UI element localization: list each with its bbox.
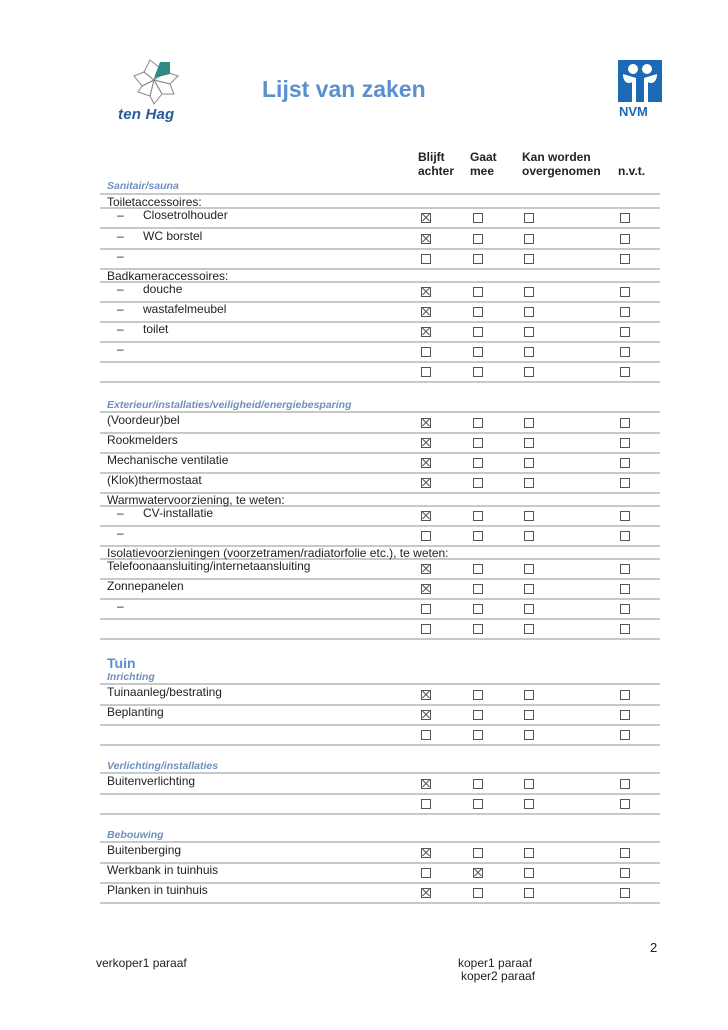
checkbox-kan-worden-overgenomen[interactable] xyxy=(524,478,534,488)
checkbox-nvt[interactable] xyxy=(620,234,630,244)
row-label xyxy=(117,526,143,540)
checkbox-kan-worden-overgenomen[interactable] xyxy=(524,604,534,614)
row-label xyxy=(117,208,228,222)
table-row xyxy=(100,321,660,343)
dash-bullet: – xyxy=(117,526,124,540)
table-row xyxy=(100,472,660,494)
table-row xyxy=(100,558,660,580)
checkbox-gaat-mee[interactable] xyxy=(473,418,483,428)
row-label: Isolatievoorzieningen (voorzetramen/radiatorfolie etc.), te weten: xyxy=(107,546,449,560)
table-row xyxy=(100,525,660,547)
table-row xyxy=(100,684,660,706)
row-label: Buitenverlichting xyxy=(107,774,196,788)
checkbox-nvt[interactable] xyxy=(620,624,630,634)
row-label xyxy=(117,322,168,336)
checkbox-kan-worden-overgenomen[interactable] xyxy=(524,287,534,297)
checkbox-nvt[interactable] xyxy=(620,584,630,594)
row-label xyxy=(117,302,226,316)
checkbox-kan-worden-overgenomen[interactable] xyxy=(524,624,534,634)
column-header-gaat-mee xyxy=(470,150,497,178)
checkbox-gaat-mee[interactable] xyxy=(473,511,483,521)
checkbox-nvt[interactable] xyxy=(620,604,630,614)
checkbox-blijft-achter[interactable] xyxy=(421,478,431,488)
checkbox-kan-worden-overgenomen[interactable] xyxy=(524,888,534,898)
row-label xyxy=(117,599,143,613)
checkbox-blijft-achter[interactable] xyxy=(421,584,431,594)
checkbox-gaat-mee[interactable] xyxy=(473,287,483,297)
checkbox-nvt[interactable] xyxy=(620,848,630,858)
checkbox-gaat-mee[interactable] xyxy=(473,848,483,858)
dash-bullet: – xyxy=(117,342,124,356)
checkbox-blijft-achter[interactable] xyxy=(421,604,431,614)
checkbox-gaat-mee[interactable] xyxy=(473,307,483,317)
column-header-kan-worden-overgenomen xyxy=(522,150,601,178)
checkbox-blijft-achter[interactable] xyxy=(421,868,431,878)
checkbox-kan-worden-overgenomen[interactable] xyxy=(524,531,534,541)
checkbox-gaat-mee[interactable] xyxy=(473,868,483,878)
checkbox-gaat-mee[interactable] xyxy=(473,234,483,244)
ten-hag-brand-text: ten Hag xyxy=(118,106,175,123)
dash-bullet: – xyxy=(117,599,124,613)
checkbox-kan-worden-overgenomen[interactable] xyxy=(524,438,534,448)
checkbox-kan-worden-overgenomen[interactable] xyxy=(524,710,534,720)
checkbox-nvt[interactable] xyxy=(620,799,630,809)
checkbox-nvt[interactable] xyxy=(620,438,630,448)
checkbox-blijft-achter[interactable] xyxy=(421,327,431,337)
nvm-emblem-icon xyxy=(618,60,662,102)
row-label: Tuinaanleg/bestrating xyxy=(107,685,222,699)
table-row xyxy=(100,578,660,600)
row-label: Planken in tuinhuis xyxy=(107,883,208,897)
table-row xyxy=(100,361,660,383)
checkbox-kan-worden-overgenomen[interactable] xyxy=(524,327,534,337)
table-row xyxy=(100,793,660,815)
checkbox-blijft-achter[interactable] xyxy=(421,347,431,357)
checkbox-gaat-mee[interactable] xyxy=(473,531,483,541)
checkbox-blijft-achter[interactable] xyxy=(421,848,431,858)
checkbox-blijft-achter[interactable] xyxy=(421,438,431,448)
checkbox-kan-worden-overgenomen[interactable] xyxy=(524,779,534,789)
section-heading-sanitair: Sanitair/sauna xyxy=(107,180,179,192)
checkbox-kan-worden-overgenomen[interactable] xyxy=(524,307,534,317)
checkbox-blijft-achter[interactable] xyxy=(421,799,431,809)
checkbox-gaat-mee[interactable] xyxy=(473,624,483,634)
checkbox-nvt[interactable] xyxy=(620,531,630,541)
column-header-line: overgenomen xyxy=(522,164,601,178)
checkbox-blijft-achter[interactable] xyxy=(421,690,431,700)
checkbox-blijft-achter[interactable] xyxy=(421,287,431,297)
row-label xyxy=(117,282,182,296)
row-label xyxy=(117,506,213,520)
checkbox-blijft-achter[interactable] xyxy=(421,234,431,244)
row-label: Beplanting xyxy=(107,705,164,719)
checkbox-blijft-achter[interactable] xyxy=(421,779,431,789)
section-heading-tuin: Tuin xyxy=(107,655,136,671)
dash-bullet: – xyxy=(117,282,124,296)
checkbox-blijft-achter[interactable] xyxy=(421,710,431,720)
table-row xyxy=(100,704,660,726)
ten-hag-logo xyxy=(118,58,190,126)
checkbox-gaat-mee[interactable] xyxy=(473,347,483,357)
checkbox-blijft-achter[interactable] xyxy=(421,458,431,468)
checkbox-gaat-mee[interactable] xyxy=(473,478,483,488)
checkbox-blijft-achter[interactable] xyxy=(421,624,431,634)
row-label: Buitenberging xyxy=(107,843,182,857)
dash-bullet: – xyxy=(117,229,124,243)
row-label-text: toilet xyxy=(143,322,169,336)
checkbox-kan-worden-overgenomen[interactable] xyxy=(524,799,534,809)
checkbox-blijft-achter[interactable] xyxy=(421,367,431,377)
checkbox-nvt[interactable] xyxy=(620,779,630,789)
checkbox-gaat-mee[interactable] xyxy=(473,710,483,720)
table-row xyxy=(100,228,660,250)
column-header-line: Gaat xyxy=(470,150,497,164)
table-row xyxy=(100,248,660,270)
checkbox-blijft-achter[interactable] xyxy=(421,307,431,317)
checkbox-blijft-achter[interactable] xyxy=(421,730,431,740)
column-header-line: mee xyxy=(470,164,495,178)
row-label: Mechanische ventilatie xyxy=(107,453,229,467)
buyer1-initials-label: koper1 paraaf xyxy=(458,956,533,970)
checkbox-nvt[interactable] xyxy=(620,327,630,337)
table-row xyxy=(100,301,660,323)
checkbox-gaat-mee[interactable] xyxy=(473,438,483,448)
table-row xyxy=(100,773,660,795)
checkbox-kan-worden-overgenomen[interactable] xyxy=(524,213,534,223)
dash-bullet: – xyxy=(117,506,124,520)
checkbox-gaat-mee[interactable] xyxy=(473,327,483,337)
checkbox-blijft-achter[interactable] xyxy=(421,531,431,541)
row-label-text: CV-installatie xyxy=(143,506,214,520)
table-row xyxy=(100,724,660,746)
row-label xyxy=(117,229,202,243)
table-row xyxy=(100,618,660,640)
row-label: Rookmelders xyxy=(107,433,178,447)
checkbox-gaat-mee[interactable] xyxy=(473,458,483,468)
checkbox-kan-worden-overgenomen[interactable] xyxy=(524,234,534,244)
seller-initials-label: verkoper1 paraaf xyxy=(96,956,187,970)
checkbox-blijft-achter[interactable] xyxy=(421,564,431,574)
table-row xyxy=(100,207,660,229)
row-label-text: Closetrolhouder xyxy=(143,208,228,222)
checkbox-blijft-achter[interactable] xyxy=(421,213,431,223)
checkbox-gaat-mee[interactable] xyxy=(473,213,483,223)
pinwheel-logo-icon xyxy=(130,58,182,106)
row-label: Warmwatervoorziening, te weten: xyxy=(107,493,285,507)
checkbox-kan-worden-overgenomen[interactable] xyxy=(524,367,534,377)
table-row xyxy=(100,341,660,363)
column-header-nvt: n.v.t. xyxy=(618,164,646,178)
row-label xyxy=(117,249,143,263)
table-row xyxy=(100,842,660,864)
checkbox-kan-worden-overgenomen[interactable] xyxy=(524,730,534,740)
checkbox-gaat-mee[interactable] xyxy=(473,690,483,700)
checkbox-gaat-mee[interactable] xyxy=(473,730,483,740)
row-label: (Voordeur)bel xyxy=(107,413,180,427)
row-label xyxy=(117,342,143,356)
table-row xyxy=(100,882,660,904)
checkbox-nvt[interactable] xyxy=(620,367,630,377)
column-header-line: Kan worden xyxy=(522,150,591,164)
checkbox-nvt[interactable] xyxy=(620,730,630,740)
checkbox-kan-worden-overgenomen[interactable] xyxy=(524,868,534,878)
checkbox-gaat-mee[interactable] xyxy=(473,888,483,898)
section-heading-bebouwing: Bebouwing xyxy=(107,829,164,841)
checkbox-nvt[interactable] xyxy=(620,478,630,488)
checkbox-nvt[interactable] xyxy=(620,418,630,428)
checkbox-gaat-mee[interactable] xyxy=(473,564,483,574)
checkbox-nvt[interactable] xyxy=(620,710,630,720)
checkbox-gaat-mee[interactable] xyxy=(473,584,483,594)
checkbox-nvt[interactable] xyxy=(620,254,630,264)
checkbox-kan-worden-overgenomen[interactable] xyxy=(524,584,534,594)
dash-bullet: – xyxy=(117,322,124,336)
row-label: Telefoonaansluiting/internetaansluiting xyxy=(107,559,311,573)
checkbox-nvt[interactable] xyxy=(620,213,630,223)
checkbox-nvt[interactable] xyxy=(620,347,630,357)
table-row xyxy=(100,452,660,474)
section-heading-exterieur: Exterieur/installaties/veiligheid/energiebesparing xyxy=(107,399,352,411)
checkbox-kan-worden-overgenomen[interactable] xyxy=(524,511,534,521)
checkbox-gaat-mee[interactable] xyxy=(473,254,483,264)
checkbox-kan-worden-overgenomen[interactable] xyxy=(524,458,534,468)
checkbox-nvt[interactable] xyxy=(620,511,630,521)
checkbox-kan-worden-overgenomen[interactable] xyxy=(524,347,534,357)
row-label: Toiletaccessoires: xyxy=(107,195,202,209)
row-label-text: douche xyxy=(143,282,183,296)
page-title: Lijst van zaken xyxy=(262,76,426,102)
table-row xyxy=(100,862,660,884)
column-header-line: Blijft xyxy=(418,150,445,164)
checkbox-nvt[interactable] xyxy=(620,307,630,317)
checkbox-kan-worden-overgenomen[interactable] xyxy=(524,564,534,574)
checkbox-gaat-mee[interactable] xyxy=(473,604,483,614)
checkbox-nvt[interactable] xyxy=(620,888,630,898)
table-row xyxy=(100,432,660,454)
row-label: (Klok)thermostaat xyxy=(107,473,202,487)
row-label: Werkbank in tuinhuis xyxy=(107,863,219,877)
table-row xyxy=(100,281,660,303)
dash-bullet: – xyxy=(117,302,124,316)
checkbox-kan-worden-overgenomen[interactable] xyxy=(524,690,534,700)
checkbox-blijft-achter[interactable] xyxy=(421,418,431,428)
dash-bullet: – xyxy=(117,249,124,263)
buyer2-initials-label: koper2 paraaf xyxy=(461,969,536,983)
row-label: Badkameraccessoires: xyxy=(107,269,229,283)
section-heading-verlichting: Verlichting/installaties xyxy=(107,760,219,772)
nvm-brand-text: NVM xyxy=(619,104,648,119)
checkbox-nvt[interactable] xyxy=(620,287,630,297)
column-header-blijft-achter xyxy=(418,150,454,178)
row-label-text: WC borstel xyxy=(143,229,203,243)
page-number: 2 xyxy=(650,940,658,955)
checkbox-gaat-mee[interactable] xyxy=(473,799,483,809)
checkbox-blijft-achter[interactable] xyxy=(421,254,431,264)
checkbox-nvt[interactable] xyxy=(620,690,630,700)
checkbox-gaat-mee[interactable] xyxy=(473,779,483,789)
checkbox-blijft-achter[interactable] xyxy=(421,888,431,898)
checkbox-kan-worden-overgenomen[interactable] xyxy=(524,418,534,428)
dash-bullet: – xyxy=(117,208,124,222)
checkbox-blijft-achter[interactable] xyxy=(421,511,431,521)
nvm-logo xyxy=(618,60,664,120)
checkbox-kan-worden-overgenomen[interactable] xyxy=(524,848,534,858)
row-label: Zonnepanelen xyxy=(107,579,184,593)
checkbox-nvt[interactable] xyxy=(620,564,630,574)
table-row xyxy=(100,412,660,434)
checkbox-gaat-mee[interactable] xyxy=(473,367,483,377)
column-header-line: achter xyxy=(418,164,455,178)
table-row xyxy=(100,505,660,527)
checkbox-nvt[interactable] xyxy=(620,458,630,468)
table-row xyxy=(100,598,660,620)
row-label-text: wastafelmeubel xyxy=(143,302,227,316)
checkbox-nvt[interactable] xyxy=(620,868,630,878)
section-heading-inrichting: Inrichting xyxy=(107,671,155,683)
checkbox-kan-worden-overgenomen[interactable] xyxy=(524,254,534,264)
